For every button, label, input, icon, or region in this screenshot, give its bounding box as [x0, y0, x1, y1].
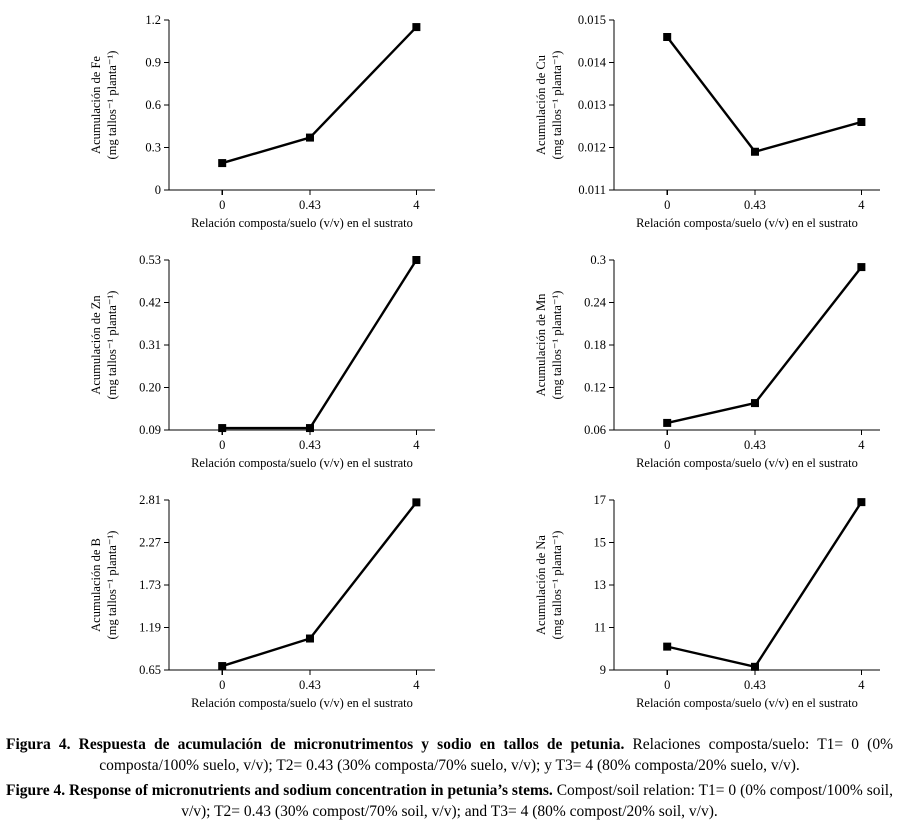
chart-na — [530, 488, 890, 720]
svg-text:0: 0 — [219, 438, 226, 452]
svg-text:Relación composta/suelo (v/v): Relación composta/suelo (v/v) en el sustrato — [636, 456, 858, 470]
svg-text:(mg tallos⁻¹ planta⁻¹): (mg tallos⁻¹ planta⁻¹) — [550, 530, 564, 640]
svg-text:4: 4 — [858, 678, 865, 692]
svg-text:0.43: 0.43 — [744, 438, 766, 452]
caption-en-lead: Figure 4. Response of micronutrients and sodium concentration in petunia’s stems. — [6, 781, 553, 799]
svg-text:13: 13 — [593, 578, 606, 592]
svg-text:Relación composta/suelo (v/v): Relación composta/suelo (v/v) en el sustrato — [191, 216, 413, 230]
svg-text:0.015: 0.015 — [577, 13, 606, 27]
svg-text:0.014: 0.014 — [577, 55, 606, 70]
svg-text:0.31: 0.31 — [139, 338, 161, 352]
chart-cu — [530, 8, 890, 240]
caption-es-text: Relaciones composta/suelo: T1= 0 (0% composta/100% suelo, v/v); T2= 0.43 (30% composta/70% suelo, v/v); y T3= 4 (80% composta/20% suelo, v/v). — [99, 736, 893, 775]
svg-text:0.3: 0.3 — [145, 140, 161, 155]
svg-text:0.24: 0.24 — [584, 295, 606, 310]
svg-text:0.011: 0.011 — [578, 183, 606, 197]
svg-text:(mg tallos⁻¹ planta⁻¹): (mg tallos⁻¹ planta⁻¹) — [550, 290, 564, 400]
caption-es — [6, 734, 893, 777]
svg-text:0.9: 0.9 — [145, 55, 161, 70]
svg-text:(mg tallos⁻¹ planta⁻¹): (mg tallos⁻¹ planta⁻¹) — [105, 50, 119, 160]
svg-text:0.43: 0.43 — [299, 678, 321, 692]
svg-text:0.43: 0.43 — [744, 678, 766, 692]
caption-es-lead: Figura 4. Respuesta de acumulación de micronutrimentos y sodio en tallos de petunia. — [6, 736, 625, 753]
svg-text:0.06: 0.06 — [584, 423, 606, 437]
svg-text:(mg tallos⁻¹ planta⁻¹): (mg tallos⁻¹ planta⁻¹) — [550, 50, 564, 160]
svg-text:0.012: 0.012 — [577, 140, 606, 155]
svg-text:0.20: 0.20 — [139, 380, 161, 395]
svg-text:(mg tallos⁻¹ planta⁻¹): (mg tallos⁻¹ planta⁻¹) — [105, 530, 119, 640]
svg-text:4: 4 — [413, 438, 420, 452]
svg-text:Relación composta/suelo (v/v): Relación composta/suelo (v/v) en el sustrato — [191, 696, 413, 710]
svg-text:0: 0 — [219, 678, 226, 692]
svg-text:0.6: 0.6 — [145, 98, 161, 112]
svg-text:Acumulación de Fe: Acumulación de Fe — [89, 56, 103, 154]
chart-mn — [530, 248, 890, 480]
svg-text:4: 4 — [413, 198, 420, 212]
svg-text:2.27: 2.27 — [139, 535, 161, 550]
svg-text:0.3: 0.3 — [590, 253, 606, 267]
svg-text:Relación composta/suelo (v/v): Relación composta/suelo (v/v) en el sustrato — [636, 216, 858, 230]
svg-text:Acumulación de B: Acumulación de B — [89, 538, 103, 632]
svg-text:0: 0 — [219, 198, 226, 212]
svg-text:0.43: 0.43 — [299, 198, 321, 212]
chart-fe — [85, 8, 445, 240]
svg-text:0.43: 0.43 — [744, 198, 766, 212]
svg-text:4: 4 — [413, 678, 420, 692]
svg-text:4: 4 — [858, 198, 865, 212]
svg-text:0: 0 — [664, 678, 671, 692]
svg-text:0.53: 0.53 — [139, 253, 161, 267]
svg-text:0.43: 0.43 — [299, 438, 321, 452]
svg-text:2.81: 2.81 — [139, 493, 161, 507]
svg-text:0.42: 0.42 — [139, 295, 161, 310]
caption-en-text: Compost/soil relation: T1= 0 (0% compost/100% soil, v/v); T2= 0.43 (30% compost/70% soil, v/v); and T3= 4 (80% compost/20% soil, v/v). — [181, 781, 893, 821]
svg-text:0.12: 0.12 — [584, 380, 606, 395]
svg-text:0: 0 — [664, 438, 671, 452]
svg-text:Acumulación de Mn: Acumulación de Mn — [534, 293, 548, 397]
svg-text:1.2: 1.2 — [145, 13, 161, 27]
svg-text:0: 0 — [154, 183, 161, 197]
svg-text:0: 0 — [664, 198, 671, 212]
svg-text:(mg tallos⁻¹ planta⁻¹): (mg tallos⁻¹ planta⁻¹) — [105, 290, 119, 400]
chart-zn — [85, 248, 445, 480]
svg-text:Relación composta/suelo (v/v): Relación composta/suelo (v/v) en el sustrato — [191, 456, 413, 470]
svg-text:0.013: 0.013 — [577, 98, 606, 112]
svg-text:0.09: 0.09 — [139, 423, 161, 437]
svg-text:4: 4 — [858, 438, 865, 452]
svg-text:1.19: 1.19 — [139, 620, 161, 635]
svg-text:Relación composta/suelo (v/v): Relación composta/suelo (v/v) en el sustrato — [636, 696, 858, 710]
svg-text:9: 9 — [599, 663, 606, 677]
svg-text:Acumulación de Cu: Acumulación de Cu — [534, 55, 548, 155]
svg-text:11: 11 — [593, 620, 606, 635]
figure-captions — [0, 720, 899, 823]
svg-text:1.73: 1.73 — [139, 578, 161, 592]
svg-text:0.18: 0.18 — [584, 338, 606, 352]
svg-text:Acumulación de Na: Acumulación de Na — [534, 535, 548, 635]
svg-text:Acumulación de Zn: Acumulación de Zn — [89, 295, 103, 395]
chart-b — [85, 488, 445, 720]
caption-en — [6, 780, 893, 823]
svg-text:15: 15 — [593, 535, 606, 550]
svg-text:17: 17 — [593, 493, 606, 507]
svg-text:0.65: 0.65 — [139, 663, 161, 677]
